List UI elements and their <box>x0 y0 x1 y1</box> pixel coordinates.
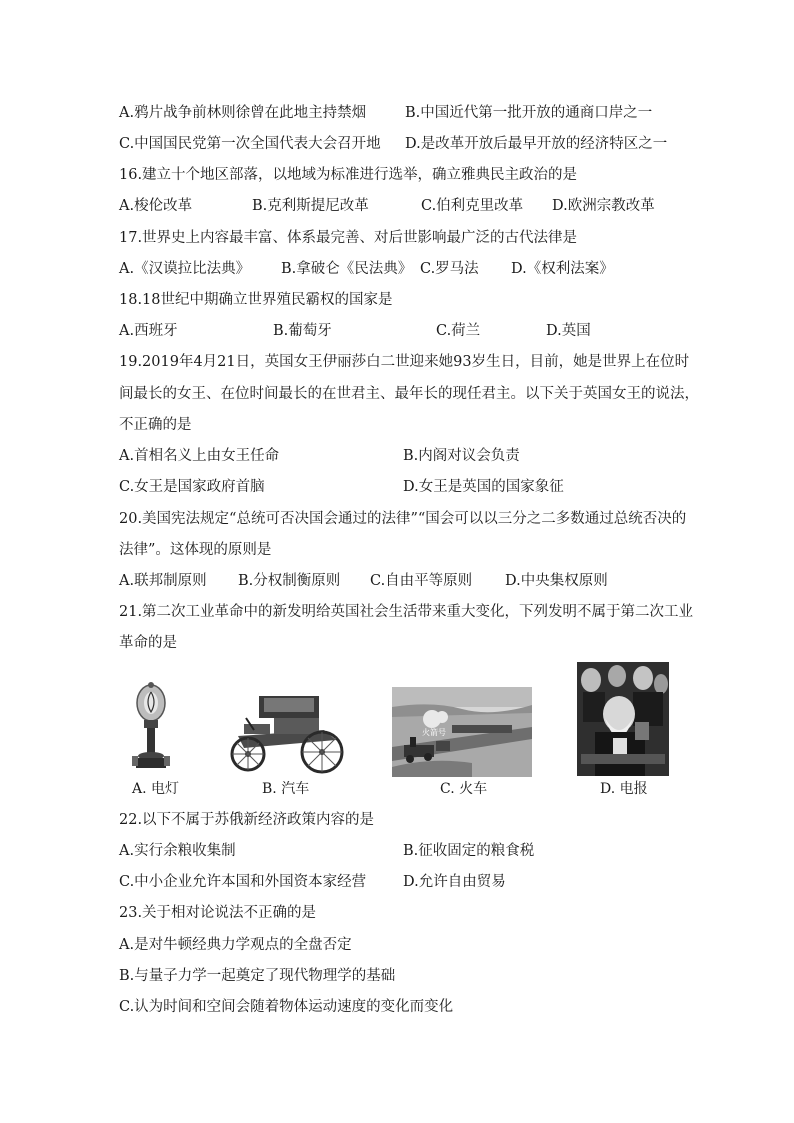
q23-option-c: C.认为时间和空间会随着物体运动速度的变化而变化 <box>119 999 454 1015</box>
q15-option-c: C.中国国民党第一次全国代表大会召开地 <box>119 136 381 152</box>
q21-option-a-caption: A. 电灯 <box>132 781 180 797</box>
q20-stem-line1: 20.美国宪法规定“总统可否决国会通过的法律”“国会可以以三分之二多数通过总统否决的 <box>119 511 687 527</box>
q17-option-d: D.《权利法案》 <box>511 261 614 277</box>
steam-train-image <box>392 687 532 777</box>
q22-option-a: A.实行余粮收集制 <box>119 843 236 859</box>
telegraph-image <box>577 662 669 776</box>
q19-option-b: B.内阁对议会负责 <box>403 448 520 464</box>
q20-option-d: D.中央集权原则 <box>505 573 608 589</box>
q16-option-d: D.欧洲宗教改革 <box>552 198 655 214</box>
q19-option-a: A.首相名义上由女王任命 <box>119 448 280 464</box>
q21-stem-line1: 21.第二次工业革命中的新发明给英国社会生活带来重大变化，下列发明不属于第二次工业 <box>119 604 694 620</box>
q22-option-c: C.中小企业允许本国和外国资本家经营 <box>119 874 367 890</box>
q22-option-d: D.允许自由贸易 <box>403 874 506 890</box>
q20-stem-line2: 法律”。这体现的原则是 <box>119 542 272 558</box>
automobile-image <box>224 688 348 776</box>
q21-option-c-caption: C. 火车 <box>440 781 488 797</box>
q22-stem: 22.以下不属于苏俄新经济政策内容的是 <box>119 812 375 828</box>
q23-stem: 23.关于相对论说法不正确的是 <box>119 905 317 921</box>
q16-stem: 16.建立十个地区部落，以地域为标准进行选举，确立雅典民主政治的是 <box>119 167 578 183</box>
q20-option-c: C.自由平等原则 <box>370 573 473 589</box>
q15-option-d: D.是改革开放后最早开放的经济特区之一 <box>405 136 668 152</box>
q16-option-b: B.克利斯提尼改革 <box>252 198 369 214</box>
q23-option-b: B.与量子力学一起奠定了现代物理学的基础 <box>119 968 396 984</box>
q17-option-a: A.《汉谟拉比法典》 <box>119 261 251 277</box>
q15-option-a: A.鸦片战争前林则徐曾在此地主持禁烟 <box>119 105 367 121</box>
q19-stem-line1: 19.2019年4月21日，英国女王伊丽莎白二世迎来她93岁生日，目前，她是世界上在位时 <box>119 354 690 370</box>
q21-option-d-caption: D. 电报 <box>600 781 648 797</box>
q19-option-d: D.女王是英国的国家象征 <box>403 479 564 495</box>
q22-option-b: B.征收固定的粮食税 <box>403 843 535 859</box>
q18-stem: 18.18世纪中期确立世界殖民霸权的国家是 <box>119 292 393 308</box>
q19-stem-line2: 间最长的女王、在位时间最长的在世君主、最年长的现任君主。以下关于英国女王的说法， <box>119 386 699 402</box>
q20-option-a: A.联邦制原则 <box>119 573 207 589</box>
q15-option-b: B.中国近代第一批开放的通商口岸之一 <box>405 105 653 121</box>
q16-option-c: C.伯利克里改革 <box>421 198 524 214</box>
q21-stem-line2: 革命的是 <box>119 635 177 651</box>
q17-option-b: B.拿破仑《民法典》 <box>281 261 413 277</box>
q19-stem-line3: 不正确的是 <box>119 417 192 433</box>
q20-option-b: B.分权制衡原则 <box>238 573 341 589</box>
q23-option-a: A.是对牛顿经典力学观点的全盘否定 <box>119 937 352 953</box>
q17-stem: 17.世界史上内容最丰富、体系最完善、对后世影响最广泛的古代法律是 <box>119 230 578 246</box>
q18-option-a: A.西班牙 <box>119 323 178 339</box>
train-sign-text: 火箭号 <box>422 728 446 737</box>
light-bulb-image <box>126 678 176 778</box>
q19-option-c: C.女王是国家政府首脑 <box>119 479 265 495</box>
q18-option-c: C.荷兰 <box>436 323 481 339</box>
q21-option-b-caption: B. 汽车 <box>262 781 310 797</box>
q17-option-c: C.罗马法 <box>420 261 479 277</box>
q18-option-b: B.葡萄牙 <box>273 323 332 339</box>
q16-option-a: A.梭伦改革 <box>119 198 193 214</box>
q18-option-d: D.英国 <box>546 323 591 339</box>
